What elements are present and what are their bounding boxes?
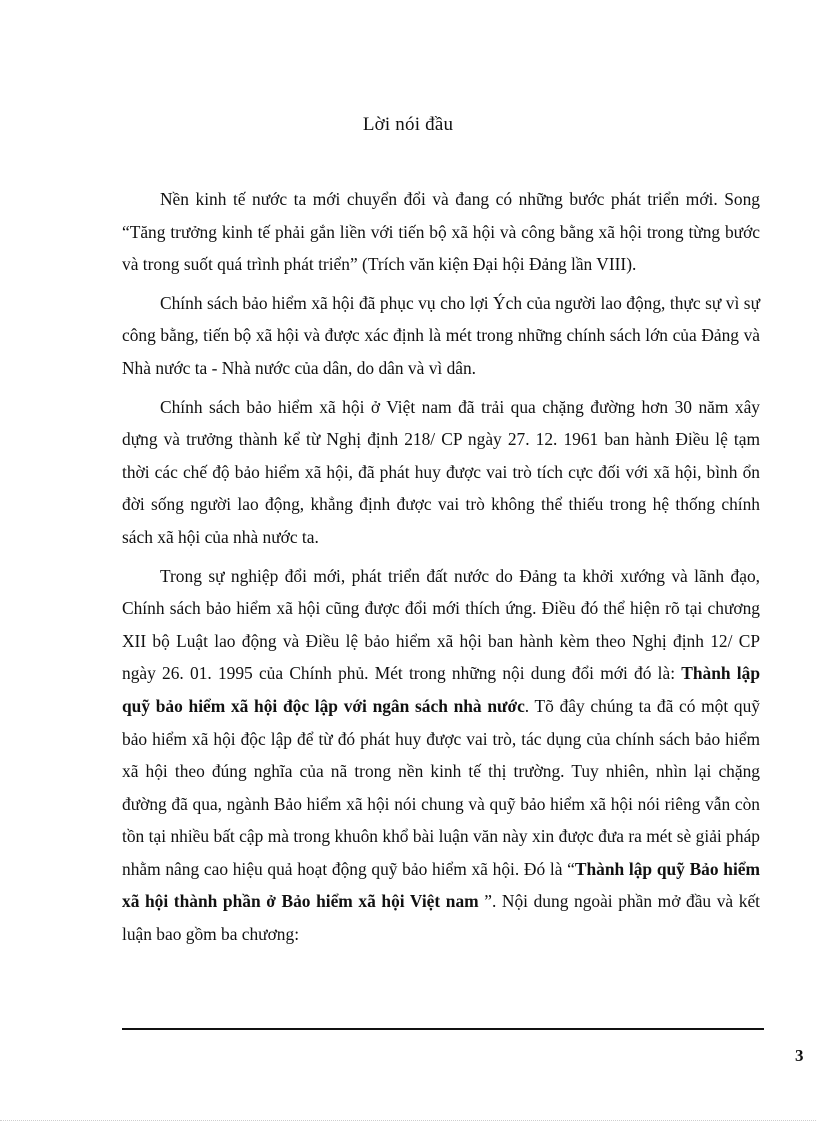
paragraph-4-bold-2: Thành lập quỹ Bảo hiểm xã hội thành phần ở Bảo hiểm xã hội Việt nam	[122, 858, 760, 912]
page-number: 3	[795, 1046, 804, 1065]
paragraph-4-text-3: ”. Nội dung ngoài phần mở đầu và kết luận bao gồm ba chương:	[122, 891, 760, 945]
paragraph-3: Chính sách bảo hiểm xã hội ở Việt nam đã trải qua chặng đường hơn 30 năm xây dựng và trưởng thành kể từ Nghị định 218/ CP ngày 27. 12. 1961 ban hành Điều lệ tạm thời các chế độ bảo hiểm xã hội, đã phát huy được vai trò tích cực đối với xã hội, bình ổn đời sống người lao động, khẳng định được vai trò không thể thiếu trong hệ thống chính sách xã hội của nhà nước ta.	[122, 396, 760, 547]
paragraph-4-bold-1: Thành lập quỹ bảo hiểm xã hội độc lập với ngân sách nhà nước	[122, 663, 760, 716]
body-text	[122, 183, 760, 951]
page-title: Lời nói đầu	[362, 114, 454, 135]
paragraph-4-text-1: Trong sự nghiệp đổi mới, phát triển đất nước do Đảng ta khởi xướng và lãnh đạo, Chính sách bảo hiểm xã hội cũng được đổi mới thích ứng. Điều đó thể hiện rõ tại chương XII bộ Luật lao động và Điều lệ bảo hiểm xã hội ban hành kèm theo Nghị định 12/ CP ngày 26. 01. 1995 của Chính phủ. Mét trong những nội dung đổi mới đó là:	[122, 565, 760, 684]
paragraph-4	[122, 560, 760, 951]
paragraph-2: Chính sách bảo hiểm xã hội đã phục vụ cho lợi Ých của người lao động, thực sự vì sự công bằng, tiến bộ xã hội và được xác định là mét trong những chính sách lớn của Đảng và Nhà nước ta - Nhà nước của dân, do dân và vì dân.	[122, 292, 760, 378]
paragraph-1: Nền kinh tế nước ta mới chuyển đổi và đang có những bước phát triển mới. Song “Tăng trưởng kinh tế phải gắn liền với tiến bộ xã hội và công bằng xã hội trong từng bước và trong suốt quá trình phát triển” (Trích văn kiện Đại hội Đảng lần VIII).	[122, 189, 760, 275]
footer-rule	[122, 1028, 764, 1030]
paragraph-4-text-2: . Tõ đây chúng ta đã có một quỹ bảo hiểm xã hội độc lập để từ đó phát huy được vai trò, tác dụng của chính sách bảo hiểm xã hội theo đúng nghĩa của nã trong nền kinh tế thị trường. Tuy nhiên, nhìn lại chặng đường đã qua, ngành Bảo hiểm xã hội nói chung và quỹ bảo hiểm xã hội nói riêng vẫn còn tồn tại nhiều bất cập mà trong khuôn khổ bài luận văn này xin được đưa ra mét sè giải pháp nhằm nâng cao hiệu quả hoạt động quỹ bảo hiểm xã hội. Đó là “	[122, 695, 760, 879]
page-edge-divider	[0, 1120, 816, 1121]
